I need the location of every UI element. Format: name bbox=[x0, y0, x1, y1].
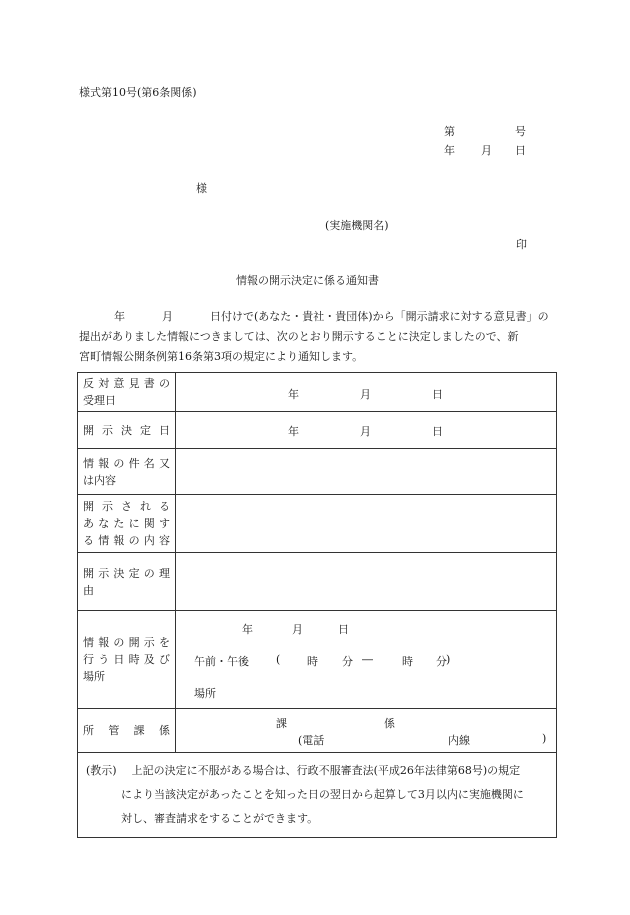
addressee-suffix: 様 bbox=[196, 182, 207, 195]
label-reason-b: 由 bbox=[83, 583, 94, 597]
content-value bbox=[176, 495, 557, 553]
schedule-dash: ― bbox=[362, 653, 373, 666]
dept-subsection: 係 bbox=[384, 717, 395, 730]
schedule-hour-2: 時 bbox=[402, 655, 413, 668]
para-line3: 宮町情報公開条例第16条第3項の規定により通知します。 bbox=[79, 350, 364, 363]
label-schedule-b: 行う日時及び bbox=[83, 653, 170, 666]
body-paragraph bbox=[79, 307, 559, 367]
agency-name: (実施機関名) bbox=[325, 219, 389, 232]
label-department: 所管課係 bbox=[83, 724, 170, 737]
para-line2: 提出がありました情報につきましては、次のとおり開示することに決定しましたので、新 bbox=[79, 330, 519, 343]
schedule-hour: 時 bbox=[307, 655, 318, 668]
label-content-b: あなたに関す bbox=[83, 517, 170, 530]
para-year: 年 bbox=[114, 310, 125, 323]
label-receipt-b: 受理日 bbox=[83, 394, 116, 407]
label-receipt-a: 反対意見書の bbox=[83, 377, 170, 390]
row-content bbox=[78, 495, 557, 553]
schedule-minute-2: 分 bbox=[436, 655, 447, 668]
receipt-month: 月 bbox=[360, 387, 371, 401]
para-line1: 日付けで(あなた・貴社・貴団体)から「開示請求に対する意見書」の bbox=[210, 310, 549, 323]
decision-month: 月 bbox=[360, 425, 371, 438]
decision-year: 年 bbox=[288, 425, 299, 438]
schedule-paren-close: ) bbox=[446, 653, 451, 666]
label-content-a: 開示される bbox=[83, 500, 170, 513]
document-title: 情報の開示決定に係る通知書 bbox=[236, 274, 379, 287]
doc-number-suffix: 号 bbox=[515, 125, 526, 138]
schedule-minute: 分 bbox=[342, 655, 353, 668]
notice-label: (教示) bbox=[86, 764, 117, 777]
schedule-month: 月 bbox=[292, 623, 303, 636]
schedule-year: 年 bbox=[242, 623, 253, 636]
row-reason bbox=[78, 553, 557, 611]
label-reason-a: 開示決定の理 bbox=[83, 566, 170, 580]
receipt-day: 日 bbox=[432, 387, 443, 401]
label-subject-b: は内容 bbox=[83, 473, 116, 487]
schedule-ampm: 午前・午後 bbox=[194, 655, 249, 668]
schedule-paren-open: ( bbox=[276, 653, 281, 666]
row-notice bbox=[78, 753, 557, 838]
receipt-year: 年 bbox=[288, 387, 299, 401]
date-year: 年 bbox=[444, 144, 455, 157]
decision-day: 日 bbox=[432, 425, 443, 438]
dept-tel: (電話 bbox=[298, 734, 325, 747]
label-schedule-c: 場所 bbox=[83, 670, 105, 683]
label-subject-a: 情報の件名又 bbox=[83, 456, 170, 470]
row-receipt-date bbox=[78, 373, 557, 412]
para-month: 月 bbox=[162, 310, 173, 323]
notice-line2: により当該決定があったことを知った日の翌日から起算して3月以内に実施機関に bbox=[121, 788, 524, 801]
schedule-day: 日 bbox=[338, 623, 349, 636]
row-decision-date bbox=[78, 412, 557, 449]
row-schedule bbox=[78, 611, 557, 709]
date-month: 月 bbox=[481, 144, 492, 157]
date-day: 日 bbox=[515, 144, 526, 157]
label-schedule-a: 情報の開示を bbox=[83, 636, 170, 649]
notice-line1: 上記の決定に不服がある場合は、行政不服審査法(平成26年法律第68号)の規定 bbox=[131, 764, 521, 777]
label-decision: 開示決定日 bbox=[83, 423, 170, 437]
dept-paren-close: ) bbox=[542, 732, 547, 745]
dept-ext: 内線 bbox=[448, 734, 470, 747]
notice-line3: 対し、審査請求をすることができます。 bbox=[121, 812, 319, 825]
schedule-place: 場所 bbox=[194, 687, 216, 700]
subject-value bbox=[176, 449, 557, 495]
reason-value bbox=[176, 553, 557, 611]
seal-mark: 印 bbox=[516, 238, 527, 251]
label-content-c: る情報の内容 bbox=[83, 534, 170, 547]
row-subject bbox=[78, 449, 557, 495]
notice-table bbox=[77, 372, 557, 838]
row-department bbox=[78, 709, 557, 753]
doc-number-prefix: 第 bbox=[444, 125, 455, 138]
dept-section: 課 bbox=[276, 717, 287, 730]
form-number: 様式第10号(第6条関係) bbox=[79, 86, 197, 99]
